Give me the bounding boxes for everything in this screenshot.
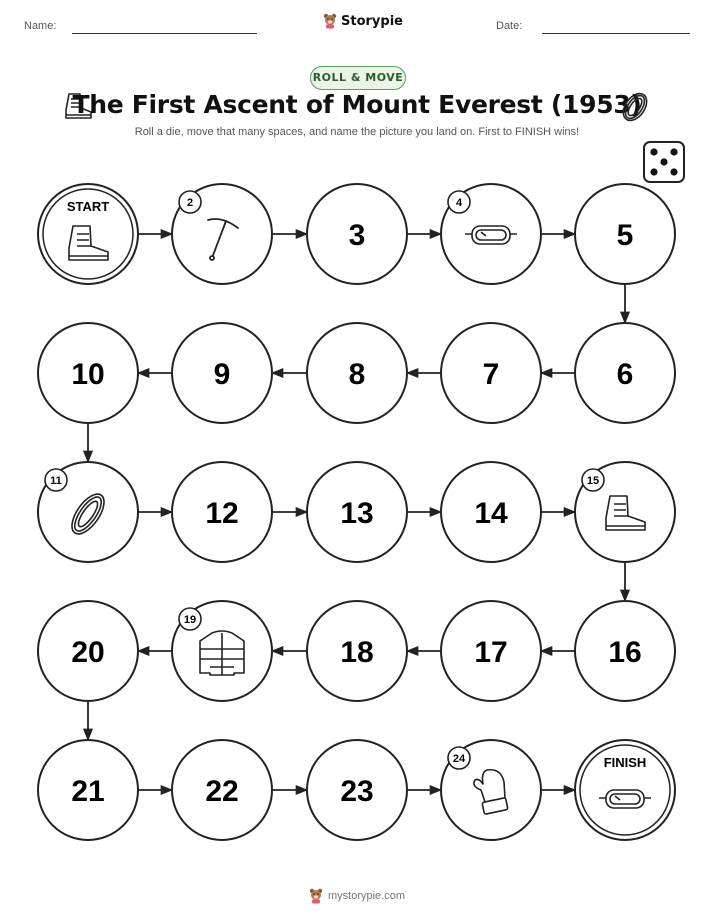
space-number: 21 xyxy=(71,775,105,808)
space-number: 13 xyxy=(340,497,374,530)
board-space-15[interactable] xyxy=(575,462,675,562)
board-space-20[interactable] xyxy=(38,601,138,701)
space-number: 19 xyxy=(183,614,197,626)
space-label: FINISH xyxy=(603,755,647,770)
space-number: 12 xyxy=(205,497,239,530)
board-space-19[interactable] xyxy=(172,601,272,701)
board-space-finish[interactable] xyxy=(575,740,675,840)
board-space-3[interactable] xyxy=(307,184,407,284)
board-space-7[interactable] xyxy=(441,323,541,423)
board-space-22[interactable] xyxy=(172,740,272,840)
board-space-6[interactable] xyxy=(575,323,675,423)
space-number: 2 xyxy=(186,197,194,209)
space-number: 6 xyxy=(616,358,634,391)
board-space-21[interactable] xyxy=(38,740,138,840)
board-space-8[interactable] xyxy=(307,323,407,423)
board-space-16[interactable] xyxy=(575,601,675,701)
instructions: Roll a die, move that many spaces, and name the picture you land on. First to FINISH wins! xyxy=(134,126,580,138)
page-title: The First Ascent of Mount Everest (1953) xyxy=(72,90,642,119)
space-number: 11 xyxy=(50,475,62,487)
date-label: Date: xyxy=(496,20,523,32)
board-space-12[interactable] xyxy=(172,462,272,562)
board-space-14[interactable] xyxy=(441,462,541,562)
board-space-13[interactable] xyxy=(307,462,407,562)
space-number: 18 xyxy=(340,636,374,669)
board-space-18[interactable] xyxy=(307,601,407,701)
board-space-start[interactable] xyxy=(38,184,138,284)
footer xyxy=(0,888,714,904)
space-number: 22 xyxy=(205,775,239,808)
space-number: 3 xyxy=(348,219,366,252)
board-space-5[interactable] xyxy=(575,184,675,284)
board-space-17[interactable] xyxy=(441,601,541,701)
board-space-23[interactable] xyxy=(307,740,407,840)
space-number: 14 xyxy=(474,497,508,530)
space-number: 4 xyxy=(455,197,463,209)
space-number: 5 xyxy=(616,219,634,252)
board-space-2[interactable] xyxy=(172,184,272,284)
space-number: 9 xyxy=(213,358,231,391)
bear-icon xyxy=(309,888,323,904)
space-number: 17 xyxy=(474,636,508,669)
board-space-11[interactable] xyxy=(38,462,138,562)
space-number: 15 xyxy=(586,475,600,487)
footer-url: mystorypie.com xyxy=(327,890,406,902)
space-number: 7 xyxy=(482,358,500,391)
board-space-24[interactable] xyxy=(441,740,541,840)
board-space-4[interactable] xyxy=(441,184,541,284)
space-label: START xyxy=(66,199,110,214)
space-number: 20 xyxy=(71,636,105,669)
space-number: 23 xyxy=(340,775,374,808)
space-number: 8 xyxy=(348,358,366,391)
space-number: 10 xyxy=(71,358,105,391)
space-number: 24 xyxy=(452,753,466,765)
roll-and-move-badge: ROLL & MOVE xyxy=(310,66,406,90)
name-label: Name: xyxy=(24,20,57,32)
board-space-10[interactable] xyxy=(38,323,138,423)
board-space-9[interactable] xyxy=(172,323,272,423)
space-number: 16 xyxy=(608,636,642,669)
jacket-icon xyxy=(200,631,244,675)
brand-name: Storypie xyxy=(341,13,403,29)
